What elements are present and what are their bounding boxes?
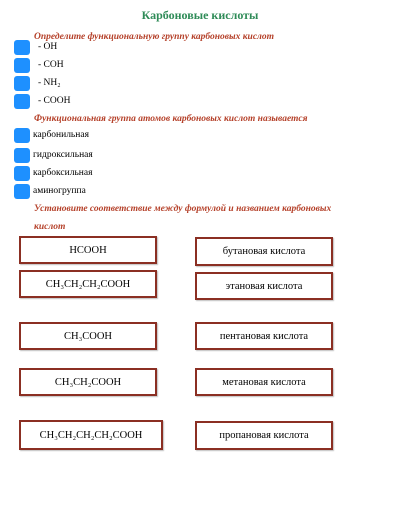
- q2-option-3-label: карбоксильная: [33, 168, 93, 178]
- q2-option-1-label: карбонильная: [33, 130, 89, 140]
- name-card[interactable]: бутановая кислота: [195, 237, 333, 266]
- q1-option-4-checkbox[interactable]: [14, 94, 30, 109]
- name-card[interactable]: этановая кислота: [195, 272, 333, 300]
- name-card[interactable]: пентановая кислота: [195, 322, 333, 350]
- formula-card[interactable]: CH₃COOH: [19, 322, 157, 350]
- formula-card[interactable]: CH₃CH₂COOH: [19, 368, 157, 396]
- question-3: Установите соответствие между формулой и названием карбоновых: [34, 204, 332, 214]
- formula-card[interactable]: CH₃CH₂CH₂CH₂COOH: [19, 420, 163, 450]
- question-3-cont: кислот: [34, 222, 66, 232]
- q2-option-4-label: аминогруппа: [33, 186, 86, 196]
- q2-option-3-checkbox[interactable]: [14, 166, 30, 181]
- q1-option-2-checkbox[interactable]: [14, 58, 30, 73]
- page-title: Карбоновые кислоты: [141, 8, 259, 22]
- question-2: Функциональная группа атомов карбоновых кислот называется: [34, 114, 308, 124]
- q1-option-1-checkbox[interactable]: [14, 40, 30, 55]
- q1-option-3-label: - NH₂: [38, 78, 61, 88]
- q2-option-2-label: гидроксильная: [33, 150, 93, 160]
- question-1: Определите функциональную группу карбоновых кислот: [34, 32, 275, 42]
- name-card[interactable]: метановая кислота: [195, 368, 333, 396]
- q1-option-1-label: - OH: [38, 42, 58, 52]
- q1-option-2-label: - COH: [38, 60, 64, 70]
- q2-option-4-checkbox[interactable]: [14, 184, 30, 199]
- name-card[interactable]: пропановая кислота: [195, 421, 333, 450]
- q1-option-4-label: - COOH: [38, 96, 71, 106]
- formula-card[interactable]: HCOOH: [19, 236, 157, 264]
- q2-option-2-checkbox[interactable]: [14, 148, 30, 163]
- q1-option-3-checkbox[interactable]: [14, 76, 30, 91]
- formula-card[interactable]: CH₃CH₂CH₂COOH: [19, 270, 157, 298]
- q2-option-1-checkbox[interactable]: [14, 128, 30, 143]
